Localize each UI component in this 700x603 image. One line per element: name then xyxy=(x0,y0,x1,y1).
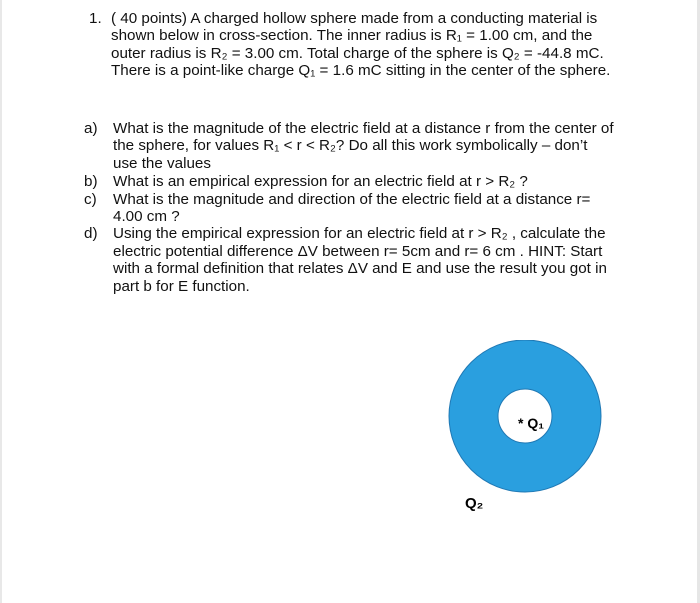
sphere-diagram xyxy=(445,340,605,515)
sphere-figure xyxy=(445,340,605,515)
problem-block xyxy=(76,10,626,80)
part-label: a) xyxy=(84,120,98,137)
part-text: What is an empirical expression for an electric field at r > R₂ ? xyxy=(113,173,528,191)
part-b xyxy=(84,173,614,190)
parts-list xyxy=(84,120,614,295)
q2-label: Q₂ xyxy=(465,495,484,512)
part-a xyxy=(84,120,614,172)
q1-label: * Q₁ xyxy=(518,415,545,431)
part-label: c) xyxy=(84,190,97,208)
part-text: Using the empirical expression for an electric field at r > R₂ , calculate the electric potential difference ΔV between r= 5cm and r= 6 cm . HINT: Start with a formal definition that relates ΔV and E and use the result you got in part b for E function. xyxy=(113,225,607,295)
part-label: d) xyxy=(84,225,98,243)
part-text: What is the magnitude of the electric field at a distance r from the center of the sphere, for values R₁ < r < R₂? Do all this work symbolically – don’t use the values xyxy=(113,120,614,172)
part-text: What is the magnitude and direction of the electric field at a distance r= 4.00 cm ? xyxy=(113,190,591,226)
problem-number: 1. xyxy=(89,10,102,27)
page-edge-left xyxy=(0,0,2,603)
part-label: b) xyxy=(84,173,98,191)
part-d xyxy=(84,225,614,295)
part-c xyxy=(84,191,614,226)
problem-statement: ( 40 points) A charged hollow sphere made from a conducting material is shown below in cross-section. The inner radius is R₁ = 1.00 cm, and the outer radius is R₂ = 3.00 cm. Total charge of the sphere is Q₂ = -44.8 mC. There is a point-like charge Q₁ = 1.6 mC sitting in the center of the sphere. xyxy=(111,10,611,80)
